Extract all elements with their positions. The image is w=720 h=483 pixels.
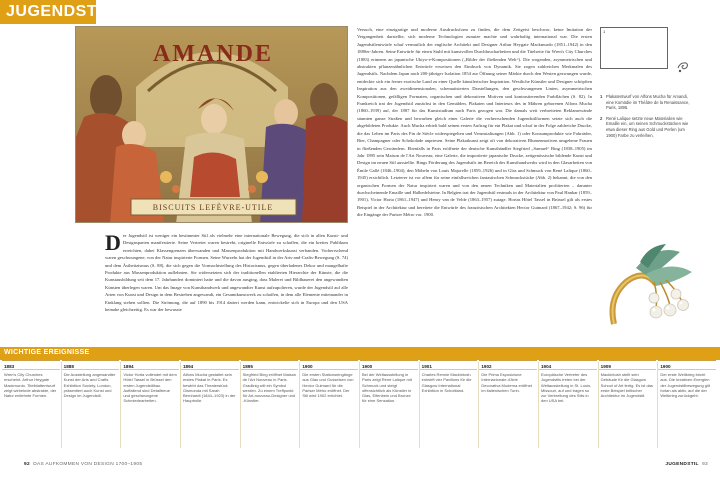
event-text: Bei der Weltausstellung in Paris zeigt René Lalique mit Schmuck und steigt offensichtlich als Künstler in Glas, Elfenbein und Bronze für eine Sensation. <box>362 372 412 404</box>
event-divider <box>538 362 539 448</box>
event-text: Die Ausstellung angewandter Kunst der Arts and Crafts Exhibition Society, London, präsentiert auch Kunst und Design im Jugendstil. <box>63 372 116 399</box>
footer-left <box>24 462 142 467</box>
event-divider <box>299 362 300 448</box>
event-item <box>420 360 478 453</box>
event-text: Europäische Vertreter des Jugendstils treten bei der Weltausstellung in St. Louis, Missouri, auf und tragen so zur Verbreitung des Stils in den USA bei. <box>541 372 592 404</box>
event-divider <box>419 362 420 448</box>
footer-right <box>665 462 708 467</box>
body-text-left: er Jugendstil ist weniger ein bestimmter Stil als vielmehr eine internationale Bewegung, die sich in allen Kunst- und Designsparten manifestierte. Seine Vertreter waren bestrebt, originelle Entwürfe zu schaffen, die ein breites Publikum erreichten, dabei Klassengrenzen überwanden und Massenproduktion mit Handwerkskunst verbanden. Vorherrschend waren geschwungene, von der Natur inspirierte Formen. Seine Wurzeln hat der Jugendstil in der Arts-and-Crafts-Bewegung (S. 74) und dem Ästhetizismus (S. 88), die sich gegen die Vormachtstellung des Historismus, gegen überladenes Dekor und mangelhafte Produkte aus Massenproduktion auflehnten. Sie widersetzten sich der traditionellen etablierten Hierarchie der Künste, die die Kunstausbildung seit dem 17. Jahrhundert dominiert hatte und die davon ausging, dass Malerei und Bildhauerei den angewandten Künsten überlegen waren. Um das Image von Kunsthandwerk und angewandter Kunst aufzupolieren, wurde der Jugendstil auf alle Arten von Kunst und Design in dem Bestreben angewandt, ein Gesamtkunstwerk zu schaffen, in dem alle Elemente miteinander in Einklang stehen sollten. Die Strömung, die auf 1890 bis 1914 datiert werden kann, entwickelte sich in Europa und den USA beinahe gleichzeitig. Es war der bewusste <box>105 233 348 313</box>
figure-inset-box <box>600 27 668 69</box>
event-text: Der erste Weltkrieg bricht aus. Die kreativen Energien der Jugendstilbewegung gilt fortan als aktiv, auf die der Weltkrieg zurückgeht. <box>660 372 710 399</box>
event-divider <box>240 362 241 448</box>
event-item <box>62 360 120 453</box>
event-item <box>241 360 299 453</box>
events-heading-band <box>0 347 720 360</box>
event-text: Charles Rennie Mackintosh entwirft vier Pavillons für die Glasgow International Exhibition in Schottland. <box>421 372 472 393</box>
event-item <box>658 360 716 453</box>
page-number-left: 92 <box>24 462 30 467</box>
event-divider <box>657 362 658 448</box>
footer-label-right: JUGENDSTIL <box>665 462 699 467</box>
event-item <box>539 360 597 453</box>
body-column-right <box>357 26 592 350</box>
lalique-ring-image <box>596 238 700 342</box>
caption-item <box>600 116 695 138</box>
event-text: Mackintosh stellt sein Gebäude für die Glasgow School of Art fertig. Es ist das erste Beispiel britischer Architektur im Jugendstil. <box>600 372 653 399</box>
event-divider <box>359 362 360 448</box>
event-text: Alfons Mucha gestaltet sein erstes Plakat in Paris. Es bewirbt das Theaterstück Gismonda mit Sarah Bernhardt (1844–1923) in der Hauptrolle. <box>183 372 236 404</box>
footer-label-left: DAS AUFKOMMEN VON DESIGN 1700–1905 <box>33 462 143 467</box>
poster-headline: AMANDE <box>153 41 273 67</box>
event-divider <box>120 362 121 448</box>
event-text: Victor Horta vollendet mit dem Hôtel Tassel in Brüssel den ersten Jugendstilbau. Auffallend sind Detailtreue und geschwungene Schmiedearbeiten. <box>123 372 177 404</box>
event-year: 1902 <box>479 360 537 370</box>
body-column-left <box>105 232 348 352</box>
event-item <box>181 360 239 453</box>
events-heading: WICHTIGE EREIGNISSE <box>4 349 90 356</box>
caption-text: Plakatentwurf von Alfons Mucha für Amandi, eine Komödie im Théâtre de la Renaissance, Paris, 1895. <box>606 94 690 111</box>
event-divider <box>180 362 181 448</box>
drop-cap: D <box>105 232 121 255</box>
events-timeline <box>0 360 720 453</box>
page-title: JUGENDSTIL <box>6 3 113 20</box>
event-item <box>479 360 537 453</box>
event-item <box>360 360 418 453</box>
caption-text: René Lalique setzte neue Materialien wie Emaille ein, um seinen Schmuckstücken wie etwa dieser Ring aus Gold und Perlen (um 1900) Farbe zu verleihen. <box>606 115 689 138</box>
event-year: 1895 <box>241 360 299 370</box>
title-banner <box>0 0 113 24</box>
event-year: 1894 <box>121 360 179 370</box>
event-year: 1900 <box>360 360 418 370</box>
caption-number: 2 <box>600 115 603 121</box>
body-text-right: Versuch, eine einzigartige und moderne Ausdrucksform zu finden, die dem Zeitgeist beschwor, keine Imitation der Vergangenheit darstellte, sich moderne Technologien zunutze machte und wahrhaftig international war. Die ersten Jugendstilentwürfe schuf vermutlich der englische Architekt und Designer Arthur Heygate Mackmurdo (1851–1942) in den 1880er-Jahren. Seine Entwürfe für einen Stuhl mit kunstvollen Durchbrucharbeiten und die Titelseite für Wren's City Churches (1883) erinnern an japanische Ukiyo-e-Kompositionen („Bilder der fließenden Welt“). Die wogenden, asymmetrischen und abstrakten pflanzenähnlichen Entwürfe erweisen den Eindruck von Dynamik. Sie zogen zahlreichen Merkmalen des Jugendstils. Nachdem Japan nach 200-jähriger Isolation 1854 zur Öffnung seiner Märkte durch den Westen gezwungen wurde, entdeckte sich ein ferner exotische Land zu einer Quelle künstlerischer Inspiration. Westliche Künstler und Designer schöpften Inspiration aus den zweidimensionalen, schematisierten Darstellungen, den geschwungenen Linien, asymmetrischen Kompositionen, gefälligen Formaten, organischen und dekorativen Motiven und kontrastierenden Farbflächen (S. 82). In Frankreich trat der Jugendstil zunächst in den Gemälden, Plakaten und Interieurs des in Mähren geborenen Alfons Mucha (1860–1939) auf, der 1887 für das Kunststudium nach Paris gezogen war. Die damals weit verbreiteten Reklamewände säumten ganze Straßen und bewarben gleich einer Galerie die vorherrschenden Jugendstilformen setzte sich auch die abgebildeten Produkte. Auch Mucha erhielt bald seinen ersten Auftrag für ein Plakat und schuf in der Folge zahlreiche Drucke, die das Leben im Paris des Fin de Siècle widerspiegelten und Verunstaltungen (Abb. 1) oder Konsumprodukte wie Fahrräder, Bier, Champagner oder Schokolade anpriesen. Seine Plakatkunst zeigt oft von dekorativen Blumenmotiven umgebene Frauen in fließenden Gewändern. Ebenfalls in Paris eröffnete der deutsche Kunsthändler Siegfried „Samuel“ Bing (1838–1905) im Jahr 1895 sein Maison de l'Art Nouveau, eine Galerie, die importierte japanische Drucke, zeitgenössische bildende Kunst und Design im neuen Stil ausstellte. Bings Förderung des Jugendstils im Bereich des Kunsthandwerks wird in den Glasarbeiten von Émile Gallé (1846–1904), den Möbeln von Louis Majorelle (1859–1926) und in Glas und Schmuck von René Lalique (1860–1945) ersichtlich. Letzterer ist vor allem für seine einfallsreichen fantastischen Schmuckstücke (Abb. 2) bekannt, die von den organischen Formen der Natur inspiriert waren und von den neuen Techniken und Materialien profitierten – darunter durchscheinende Emaille und Halbedelsteine. In Belgien trat der Jugendstil erstmals in der Architektur von Paul Hankar (1859–1901), Victor Horta (1861–1947) und Henry van de Velde (1863–1957) zutage. Hortas Hôtel Tassel in Brüssel gilt als erstes Beispiel in der Architektur und bereitete die Entwürfe des französischen Architekten Hector Guimard (1867–1942; S. 96) für die Eingänge der Pariser Métro vor. 1900. <box>357 27 592 218</box>
event-item <box>121 360 179 453</box>
event-text: Die ersten Stationseingänge aus Glas und Gusseisen von Hector Guimard für die Pariser Métro eröffnet. Der Stil wird 1902 errichtet. <box>302 372 354 399</box>
event-year: 1909 <box>599 360 657 370</box>
event-item <box>599 360 657 453</box>
caption-number: 1 <box>600 94 603 99</box>
mucha-poster-image <box>75 26 348 223</box>
event-year: 1883 <box>2 360 60 370</box>
event-year: 1900 <box>658 360 716 370</box>
event-item <box>300 360 358 453</box>
poster-footer-text: BISCUITS LEFÈVRE-UTILE <box>152 203 274 212</box>
page-number-right: 93 <box>702 462 708 467</box>
event-divider <box>61 362 62 448</box>
event-text: Siegfried Bing eröffnet Maison de l'Art Nouveau in Paris. Gradlinig will ein Symbol werden. Zu einem Treffpunkt für Art-nouveau-Designer und -Künstler. <box>242 372 297 404</box>
event-year: 1888 <box>62 360 120 370</box>
event-divider <box>478 362 479 448</box>
event-text: Wren's City Churches erscheint. Arthur Heygate Mackmurdo. Titelblattentwurf zeigt wirbelnde abstrakte, der Natur entlehnte Formen. <box>4 372 57 399</box>
event-text: Die Prima Esposizione Internazionale d'Arte Decorativa Moderna eröffnet im italienischen Turin. <box>481 372 532 393</box>
inset-number: 1 <box>603 29 606 34</box>
event-divider <box>598 362 599 448</box>
figure-captions <box>600 94 695 143</box>
event-item <box>2 360 60 453</box>
poster-illustration <box>76 27 348 223</box>
swirl-icon <box>676 60 690 74</box>
event-year: 1894 <box>181 360 239 370</box>
event-year: 1900 <box>300 360 358 370</box>
event-year: 1901 <box>420 360 478 370</box>
caption-item <box>600 94 695 111</box>
event-year: 1904 <box>539 360 597 370</box>
